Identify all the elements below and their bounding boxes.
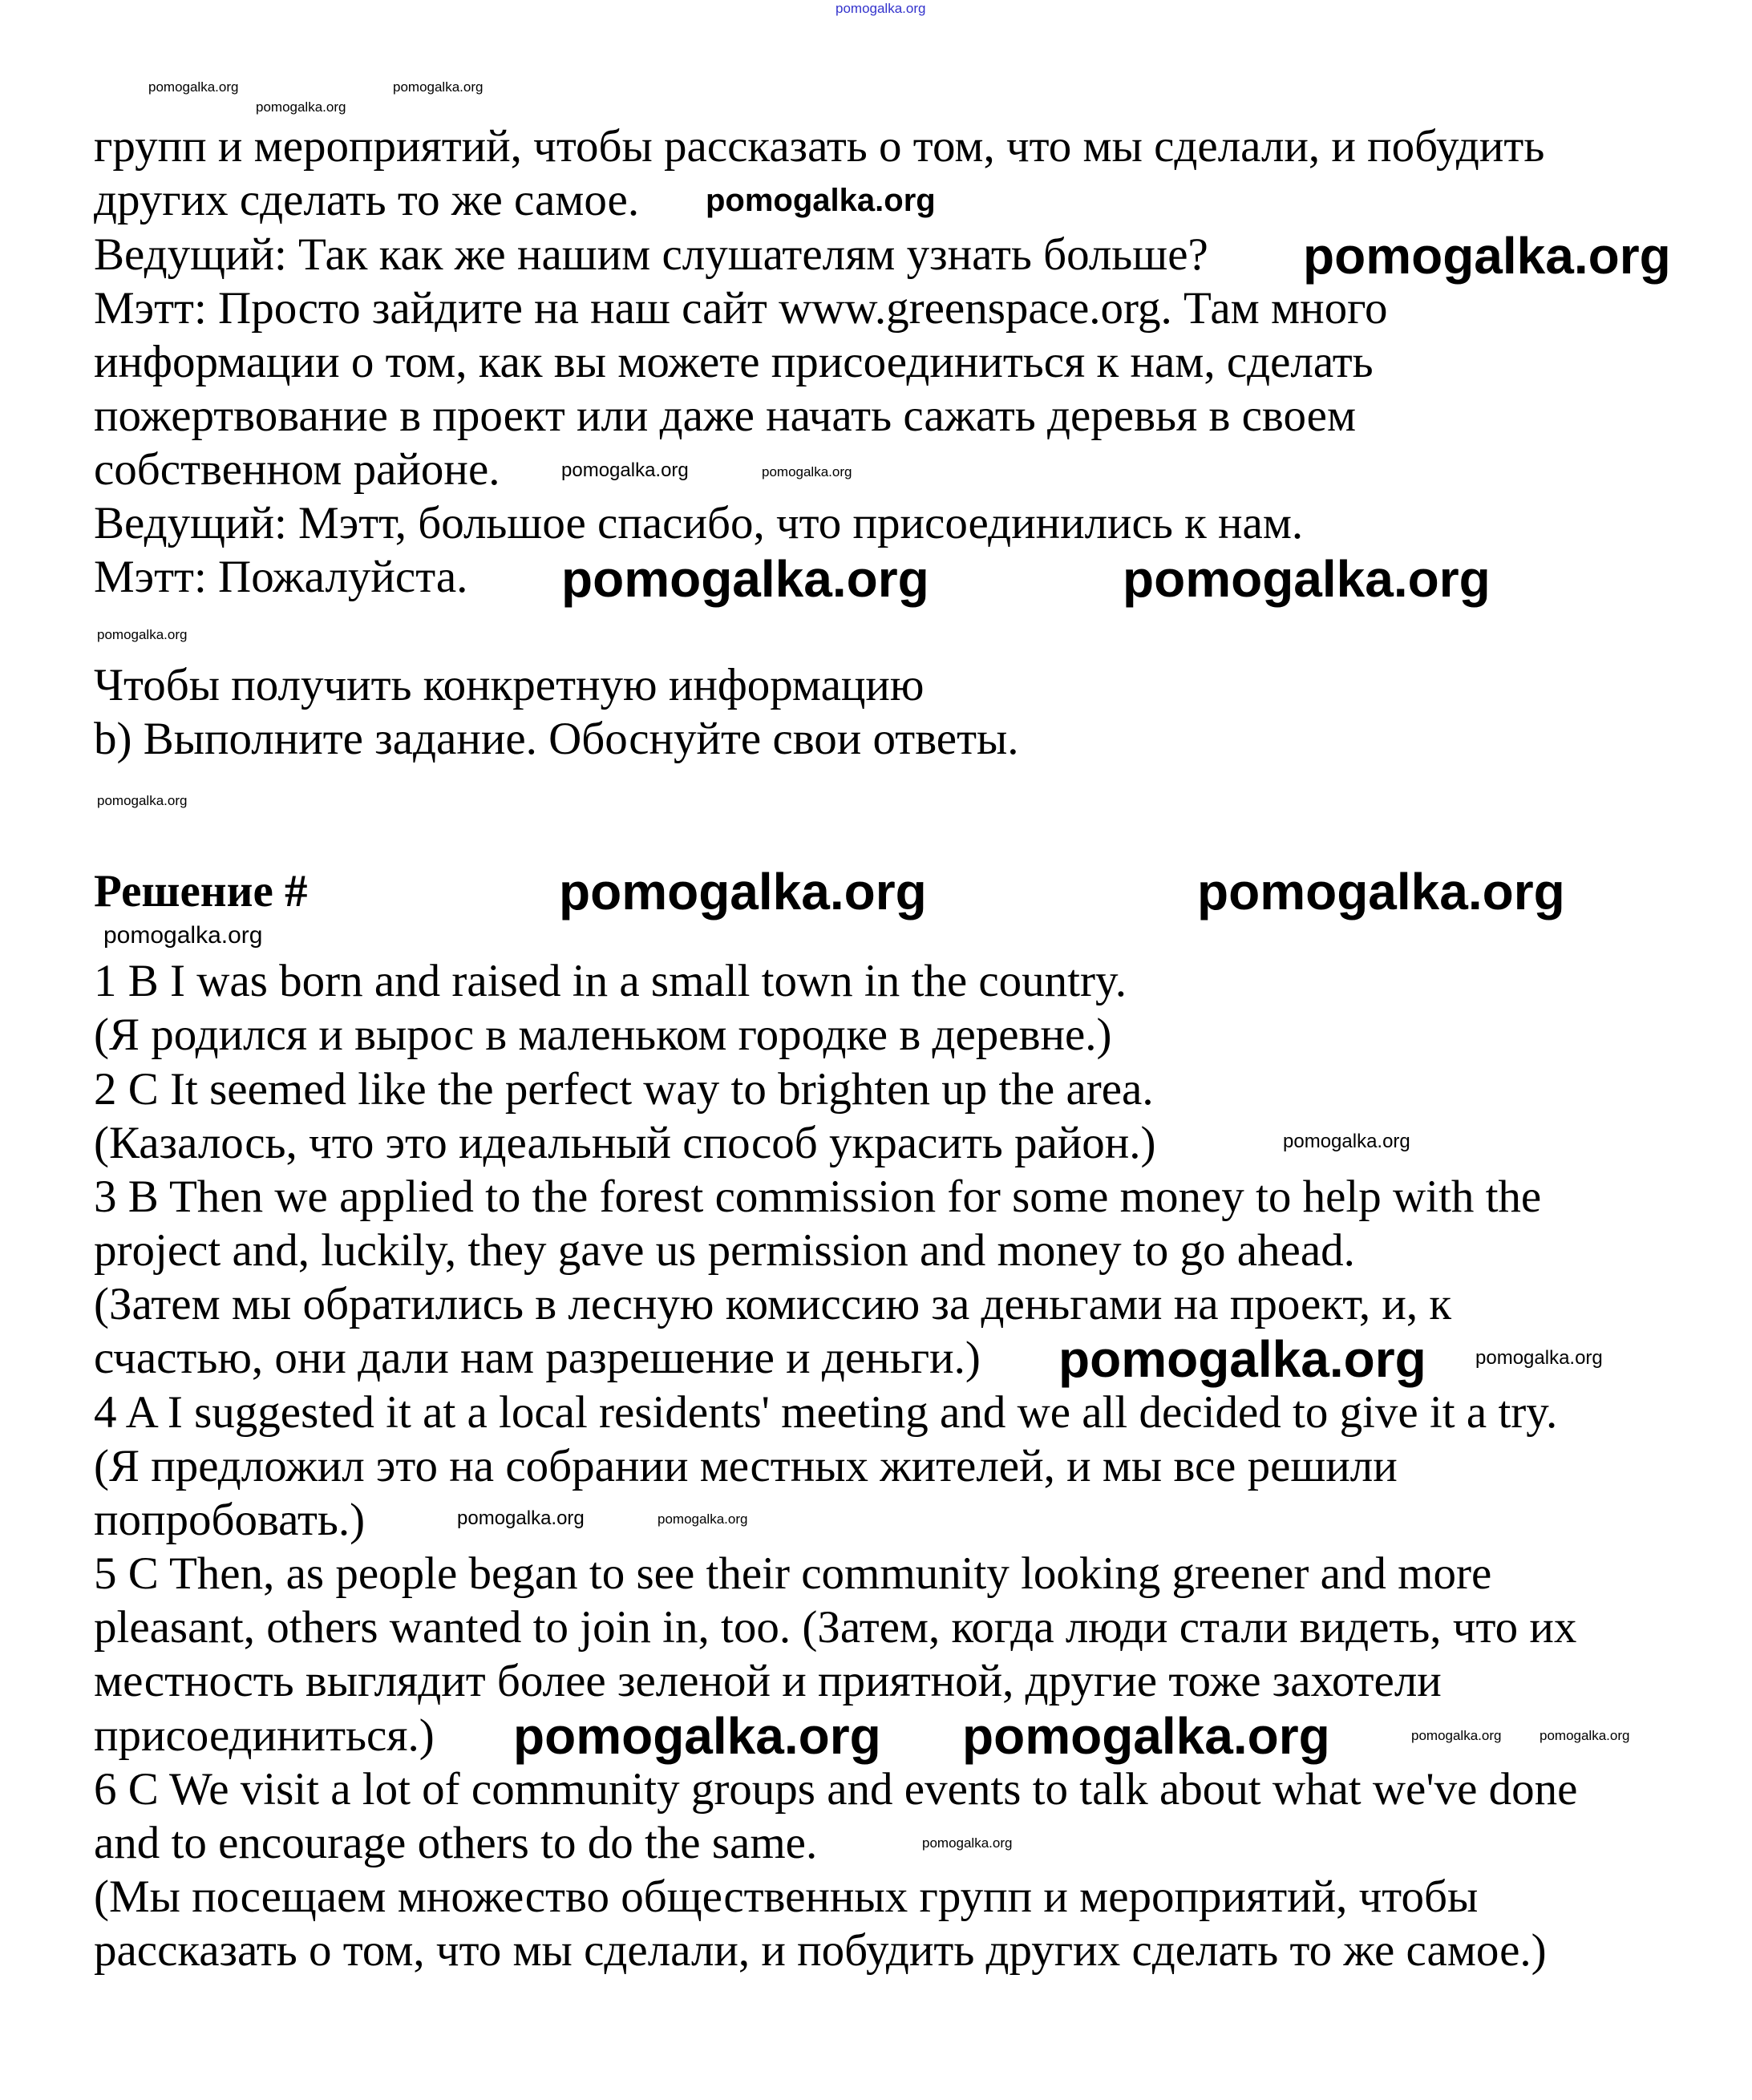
text-line: Ведущий: Так как же нашим слушателям узнать больше?: [94, 229, 1208, 280]
solution-heading: Решение #: [94, 866, 308, 916]
watermark: pomogalka.org: [97, 793, 188, 808]
text-line: Чтобы получить конкретную информацию: [94, 660, 925, 710]
watermark: pomogalka.org: [658, 1511, 748, 1527]
watermark: pomogalka.org: [393, 79, 484, 95]
text-line: (Мы посещаем множество общественных групп и мероприятий, чтобы: [94, 1871, 1479, 1922]
watermark: pomogalka.org: [148, 79, 239, 95]
text-line: 5 C Then, as people began to see their community looking greener and more: [94, 1548, 1492, 1599]
text-line: b) Выполните задание. Обоснуйте свои ответы.: [94, 714, 1019, 764]
watermark: pomogalka.org: [1411, 1728, 1502, 1743]
text-line: project and, luckily, they gave us permission and money to go ahead.: [94, 1225, 1355, 1276]
text-line: 3 B Then we applied to the forest commission for some money to help with the: [94, 1171, 1542, 1222]
watermark: pomogalka.org: [1197, 863, 1565, 921]
watermark: pomogalka.org: [962, 1707, 1330, 1765]
watermark: pomogalka.org: [1475, 1347, 1603, 1369]
text-line: 4 A I suggested it at a local residents' meeting and we all decided to give it a try.: [94, 1387, 1558, 1438]
text-line: пожертвование в проект или даже начать сажать деревья в своем: [94, 390, 1357, 441]
text-line: 6 C We visit a lot of community groups and events to talk about what we've done: [94, 1764, 1578, 1815]
text-line: and to encourage others to do the same.: [94, 1818, 818, 1868]
watermark: pomogalka.org: [922, 1835, 1013, 1851]
text-line: собственном районе.: [94, 444, 500, 495]
watermark: pomogalka.org: [103, 922, 263, 949]
text-line: других сделать то же самое.: [94, 175, 640, 225]
text-line: 2 C It seemed like the perfect way to brighten up the area.: [94, 1064, 1154, 1115]
watermark: pomogalka.org: [513, 1707, 881, 1765]
text-line: Мэтт: Просто зайдите на наш сайт www.greenspace.org. Там много: [94, 283, 1388, 334]
text-line: (Казалось, что это идеальный способ украсить район.): [94, 1118, 1156, 1168]
text-line: рассказать о том, что мы сделали, и побудить других сделать то же самое.): [94, 1925, 1547, 1976]
text-line: местность выглядит более зеленой и приятной, другие тоже захотели: [94, 1656, 1442, 1706]
watermark: pomogalka.org: [1283, 1131, 1410, 1152]
watermark: pomogalka.org: [1540, 1728, 1630, 1743]
text-line: попробовать.): [94, 1495, 366, 1545]
text-line: (Я предложил это на собрании местных жителей, и мы все решили: [94, 1441, 1398, 1491]
text-line: счастью, они дали нам разрешение и деньги.): [94, 1333, 981, 1383]
watermark: pomogalka.org: [1058, 1330, 1426, 1388]
watermark: pomogalka.org: [1303, 227, 1671, 285]
watermark: pomogalka.org: [762, 464, 852, 479]
watermark: pomogalka.org: [457, 1507, 585, 1529]
text-line: (Затем мы обратились в лесную комиссию за деньгами на проект, и, к: [94, 1279, 1452, 1329]
text-line: pleasant, others wanted to join in, too. (Затем, когда люди стали видеть, что их: [94, 1602, 1577, 1653]
text-line: информации о том, как вы можете присоединиться к нам, сделать: [94, 337, 1374, 387]
text-line: (Я родился и вырос в маленьком городке в деревне.): [94, 1010, 1112, 1060]
top-watermark: pomogalka.org: [836, 1, 926, 16]
text-line: присоединиться.): [94, 1710, 435, 1761]
text-line: Ведущий: Мэтт, большое спасибо, что присоединились к нам.: [94, 498, 1304, 548]
watermark: pomogalka.org: [706, 183, 936, 218]
watermark: pomogalka.org: [561, 459, 689, 481]
watermark: pomogalka.org: [561, 550, 929, 608]
text-line: групп и мероприятий, чтобы рассказать о том, что мы сделали, и побудить: [94, 121, 1545, 172]
watermark: pomogalka.org: [1123, 550, 1491, 608]
watermark: pomogalka.org: [559, 863, 927, 921]
watermark: pomogalka.org: [256, 99, 346, 115]
watermark: pomogalka.org: [97, 627, 188, 642]
text-line: Мэтт: Пожалуйста.: [94, 552, 468, 602]
text-line: 1 B I was born and raised in a small town in the country.: [94, 956, 1127, 1006]
